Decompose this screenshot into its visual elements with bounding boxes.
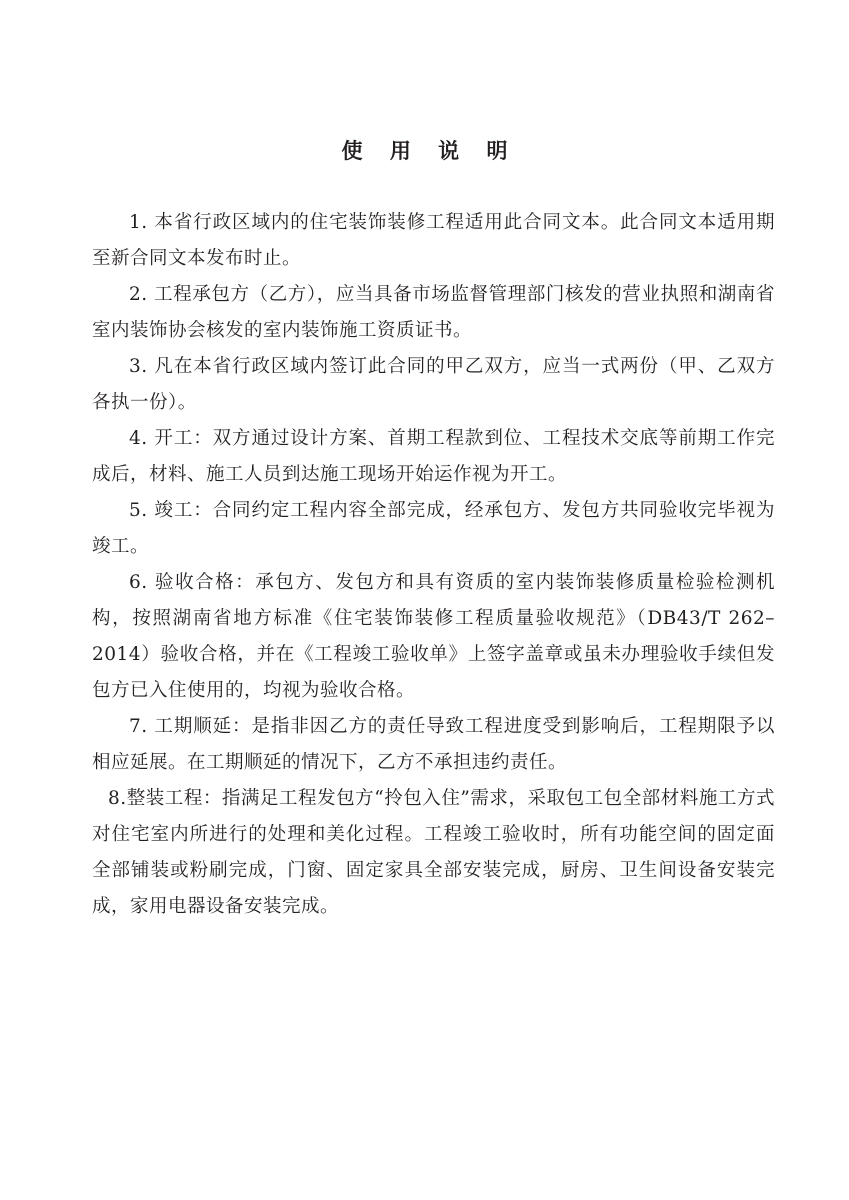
paragraph-6: 6. 验收合格：承包方、发包方和具有资质的室内装饰装修质量检验检测机构，按照湖南省地方标准《住宅装饰装修工程质量验收规范》（DB43/T 262–2014）验收合格，并在《工程竣工验收单》上签字盖章或虽未办理验收手续但发包方已入住使用的，均视为验收合格。 [92,572,775,701]
paragraph-1: 1. 本省行政区域内的住宅装饰装修工程适用此合同文本。此合同文本适用期至新合同文本发布时止。 [92,212,775,269]
paragraph-7: 7. 工期顺延：是指非因乙方的责任导致工程进度受到影响后，工程期限予以相应延展。在工期顺延的情况下，乙方不承担违约责任。 [92,716,775,773]
paragraph-8: 8.整装工程：指满足工程发包方“拎包入住”需求，采取包工包全部材料施工方式对住宅室内所进行的处理和美化过程。工程竣工验收时，所有功能空间的固定面全部铺装或粉刷完成，门窗、固定家具全部安装完成，厨房、卫生间设备安装完成，家用电器设备安装完成。 [92,788,775,917]
paragraph-2: 2. 工程承包方（乙方），应当具备市场监督管理部门核发的营业执照和湖南省室内装饰协会核发的室内装饰施工资质证书。 [92,284,775,341]
instructions-body [92,205,775,925]
page-title: 使 用 说 明 [341,139,518,163]
paragraph-3: 3. 凡在本省行政区域内签订此合同的甲乙双方，应当一式两份（甲、乙双方各执一份）。 [92,356,775,413]
paragraph-4: 4. 开工：双方通过设计方案、首期工程款到位、工程技术交底等前期工作完成后，材料、施工人员到达施工现场开始运作视为开工。 [92,428,775,485]
paragraph-5: 5. 竣工：合同约定工程内容全部完成，经承包方、发包方共同验收完毕视为竣工。 [92,500,775,557]
